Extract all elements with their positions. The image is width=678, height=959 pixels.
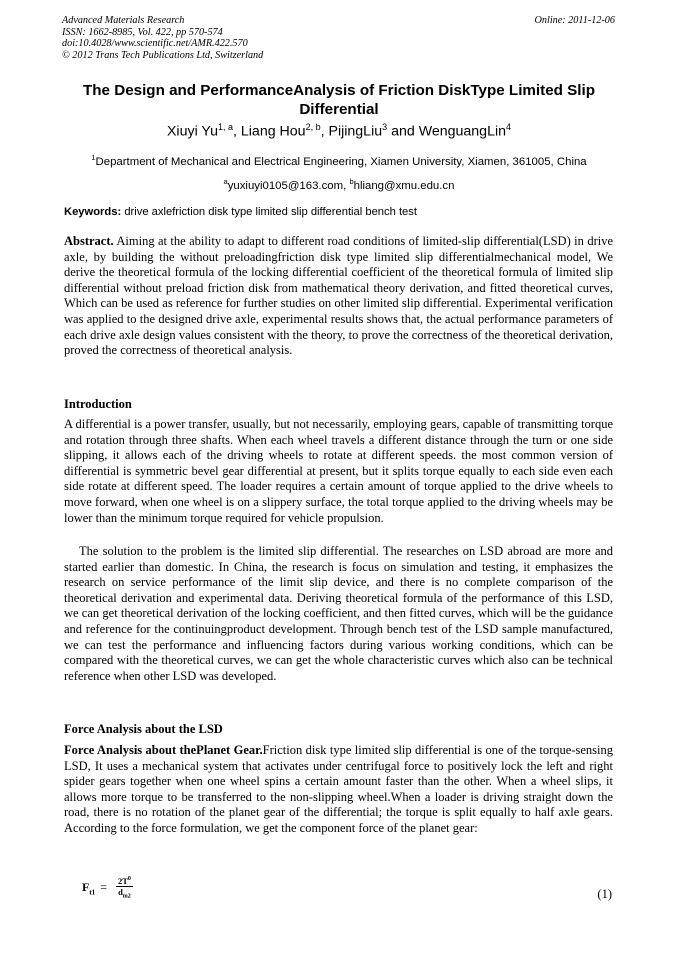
affiliation-block bbox=[56, 148, 622, 196]
keywords-text: drive axlefriction disk type limited slip differential bench test bbox=[124, 206, 417, 218]
force-analysis-paragraph bbox=[64, 743, 613, 837]
equation-lhs bbox=[82, 880, 95, 896]
paper-title-line-1: The Design and PerformanceAnalysis of Friction DiskType Limited Slip bbox=[83, 82, 595, 99]
email-a: yuxiuyi0105@163.com, bbox=[227, 179, 350, 192]
author-separator: , bbox=[320, 123, 329, 140]
equation-equals: = bbox=[100, 880, 107, 895]
introduction-heading: Introduction bbox=[64, 397, 132, 411]
affiliation-text: Department of Mechanical and Electrical Engineering, Xiamen University, Xiamen, 361005, China bbox=[95, 155, 587, 168]
journal-name: Advanced Materials Research bbox=[62, 15, 185, 26]
paper-title-line-2: Differential bbox=[299, 100, 379, 118]
doi-line: doi:10.4028/www.scientific.net/AMR.422.570 bbox=[62, 38, 248, 49]
email-b: hliang@xmu.edu.cn bbox=[353, 179, 455, 192]
equation-1 bbox=[82, 876, 133, 900]
author-name: Xiuyi Yu bbox=[166, 123, 218, 140]
author-affiliation-mark: 3 bbox=[382, 122, 388, 132]
email-mark-b: b bbox=[349, 176, 354, 186]
author-name: WenguangLin bbox=[418, 123, 507, 140]
abstract-paragraph bbox=[64, 234, 613, 359]
copyright-line: © 2012 Trans Tech Publications Ltd, Switzerland bbox=[62, 49, 264, 61]
intro-paragraph-2-text: The solution to the problem is the limited slip differential. The researches on LSD abroad are more and started earlier than domestic. In China, the research is focus on simulation and testing, it emphasizes the research on service performance of the limit slip device, and there is no complete comparison of the theoretical derivation and experimental data. Deriving theoretical formula of the performance of this LSD, we can get theoretical derivation of the locking coefficient, and then fitted curves, which will be the guidance and reference for the continuingproduct development. Through bench test of the LSD sample manufactured, we can test the performance and influencing factors during various working conditions, which can be compared with the theoretical curves, we can get the whole characteristic curves which also can be technical reference when other LSD was developed. bbox=[64, 544, 613, 683]
author-name: Liang Hou bbox=[240, 123, 306, 140]
keywords-label: Keywords: bbox=[64, 206, 122, 218]
force-analysis-heading: Force Analysis about the LSD bbox=[64, 722, 223, 736]
author-name: PijingLiu bbox=[328, 123, 383, 140]
force-analysis-text: Friction disk type limited slip differential is one of the torque-sensing LSD, It uses a mechanical system that activates under centrifugal force to positively lock the left and right spider gears together when one wheel spins a certain amount faster than the other. When a wheel slips, it allows more torque to be transferred to the non-slipping wheel.When a loader is driving straight down the road, there is no rotation of the planet gear of the differential; the torque is split equally to half axle gears. According to the force formulation, we get the component force of the planet gear: bbox=[64, 743, 613, 835]
journal-header bbox=[62, 15, 263, 61]
equation-numerator bbox=[116, 876, 133, 887]
equation-number: (1) bbox=[597, 887, 612, 901]
abstract-text: Aiming at the ability to adapt to different road conditions of limited-slip differential(LSD) in drive axle, by building the without preloadingfriction disk type limited slip differentialmechanical model, We derive the theoretical formula of the locking differential coefficient of the theoretical formula of limited slip differential without preload friction disk from mathematical theory derivation, and fitted theoretical curves, Which can be used as reference for further studies on other limited slip differential. Experimental verification was applied to the designed drive axle, experimental results shows that, the actual performance parameters of each drive axle design values consistent with the theory, to prove the correctness of the theoretical derivation, proved the correctness of theoretical analysis. bbox=[64, 234, 613, 358]
equation-lhs-subscript: t1 bbox=[89, 888, 96, 897]
author-separator: and bbox=[387, 123, 419, 140]
author-affiliation-mark: 1, a bbox=[217, 122, 233, 132]
paper-title bbox=[64, 82, 614, 119]
equation-denominator bbox=[118, 887, 131, 900]
keywords-line bbox=[64, 206, 624, 218]
email-line bbox=[56, 172, 622, 196]
equation-lhs-symbol: F bbox=[82, 879, 90, 894]
equation-denominator-text: d bbox=[118, 887, 123, 897]
equation-denominator-subscript: m2 bbox=[122, 893, 131, 900]
equation-numerator-text: 2T bbox=[117, 876, 128, 886]
equation-fraction bbox=[116, 876, 133, 900]
equation-numerator-superscript: 0 bbox=[127, 876, 131, 883]
author-affiliation-mark: 4 bbox=[506, 122, 512, 132]
affiliation-line bbox=[56, 148, 622, 172]
intro-paragraph-1: A differential is a power transfer, usually, but not necessarily, employing gears, capable of transmitting torque and rotation through three shafts. When each wheel travels a different distance through the turn or one side slipping, it allows each of the driving wheels to rotate at different speeds. the most common version of differential is symmetric bevel gear differential at present, but it splits torque equally to each side even each side rotate at different speed. The loader requires a certain amount of torque applied to the drive wheels to move forward, when one wheel is on a slippery surface, the total torque applied to the driving wheels may be lower than the minimum torque required for vehicle propulsion. bbox=[64, 417, 613, 525]
issn-line: ISSN: 1662-8985, Vol. 422, pp 570-574 bbox=[62, 26, 223, 38]
affiliation-mark: 1 bbox=[91, 153, 96, 162]
abstract-label: Abstract. bbox=[64, 234, 114, 248]
author-list bbox=[64, 122, 614, 140]
intro-paragraph-2 bbox=[64, 544, 613, 684]
email-mark-a: a bbox=[223, 176, 228, 186]
author-separator: , bbox=[233, 123, 241, 140]
online-date: Online: 2011-12-06 bbox=[534, 15, 615, 26]
planet-gear-subheading: Force Analysis about thePlanet Gear. bbox=[64, 743, 263, 757]
author-affiliation-mark: 2, b bbox=[305, 122, 321, 132]
